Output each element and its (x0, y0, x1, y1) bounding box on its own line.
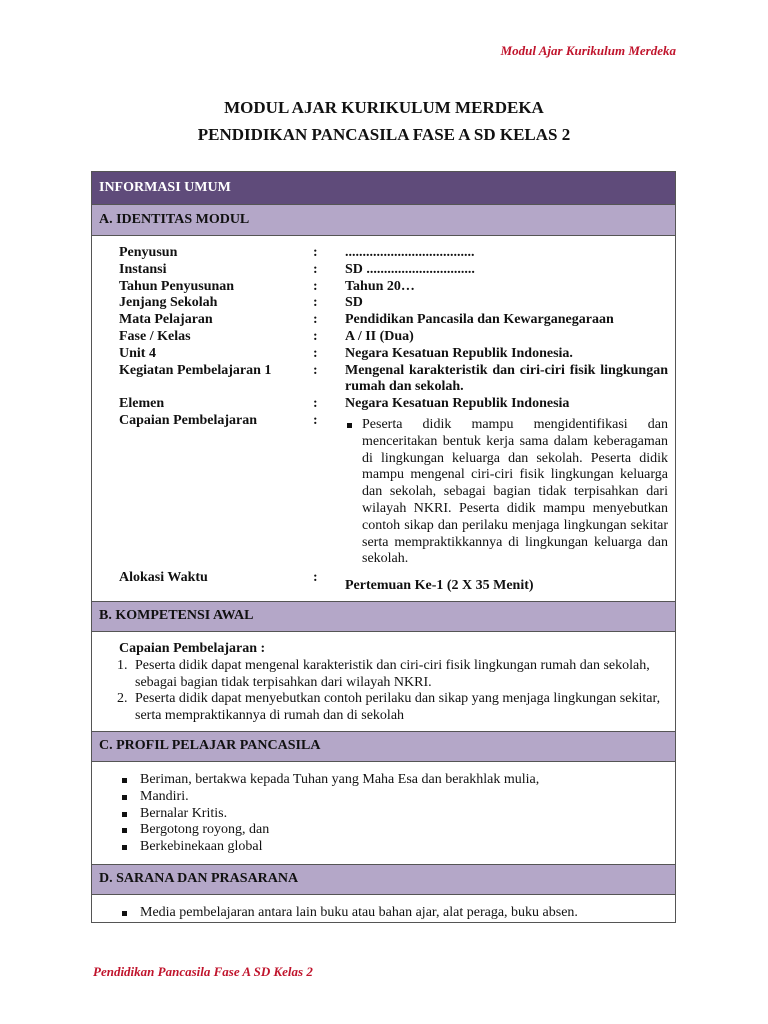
identitas-row (119, 279, 668, 296)
capaian-text: Peserta didik mampu mengidentifikasi dan menceritakan bentuk kerja sama dalam keberagaman di lingkungan keluarga dan sekolah. Peserta didik mampu mengenal ciri-ciri fisik lingkungan keluarga dan sekolah, sebagai bagian tidak terpisahkan dari wilayah NKRI. Peserta didik mampu menyebutkan contoh sikap dan perilaku menjaga lingkungan sekitar serta mempraktikkannya di lingkungan keluarga dan sekolah. (362, 416, 668, 567)
colon: : (313, 312, 318, 328)
colon: : (313, 396, 318, 412)
identitas-header: A. IDENTITAS MODUL (92, 205, 675, 236)
bullet-icon (122, 789, 140, 806)
capaian-key: Capaian Pembelajaran (119, 412, 258, 428)
profil-header: C. PROFIL PELAJAR PANCASILA (92, 731, 675, 762)
bullet-icon (122, 772, 140, 789)
colon: : (313, 362, 318, 378)
sarana-header: D. SARANA DAN PRASARANA (92, 864, 675, 895)
bullet-icon (122, 806, 140, 823)
bullet-icon (347, 423, 352, 428)
list-item (117, 691, 668, 725)
item-text: Peserta didik dapat menyebutkan contoh perilaku dan sikap yang menjaga lingkungan sekitar, serta mempraktikannya di rumah dan di sekolah (135, 691, 661, 724)
identitas-key: Jenjang Sekolah (119, 295, 218, 311)
bullet-icon (122, 905, 140, 922)
colon: : (313, 412, 318, 428)
capaian-value (345, 417, 668, 568)
item-text: Beriman, bertakwa kepada Tuhan yang Maha Esa dan berakhlak mulia, (140, 771, 540, 787)
title-line-1: MODUL AJAR KURIKULUM MERDEKA (224, 98, 544, 117)
identitas-key: Penyusun (119, 245, 178, 260)
list-item (122, 905, 668, 922)
identitas-key: Elemen (119, 396, 165, 412)
running-header: Modul Ajar Kurikulum Merdeka (500, 43, 676, 58)
identitas-value: Mengenal karakteristik dan ciri-ciri fisik lingkungan rumah dan sekolah. (345, 362, 668, 395)
identitas-value: A / II (Dua) (345, 328, 414, 344)
item-text: Peserta didik dapat mengenal karakteristik dan ciri-ciri fisik lingkungan rumah dan sekolah, sebagai bagian tidak terpisahkan dari wilayah NKRI. (135, 657, 650, 690)
item-text: Bernalar Kritis. (140, 805, 228, 821)
identitas-key: Unit 4 (119, 345, 156, 361)
identitas-value: SD ............................... (345, 261, 475, 277)
list-item (122, 772, 668, 789)
kompetensi-list (119, 658, 668, 725)
item-text: Berkebinekaan global (140, 839, 263, 855)
alokasi-row (119, 570, 668, 595)
identitas-value: Negara Kesatuan Republik Indonesia (345, 396, 570, 412)
identitas-row (119, 262, 668, 279)
colon: : (313, 245, 318, 260)
list-item (122, 806, 668, 823)
colon: : (313, 278, 318, 294)
list-item (122, 822, 668, 839)
identitas-value: Pendidikan Pancasila dan Kewarganegaraan (345, 312, 614, 328)
running-footer: Pendidikan Pancasila Fase A SD Kelas 2 (93, 964, 313, 979)
item-number: 1. (117, 657, 128, 673)
bullet-icon (122, 839, 140, 856)
colon: : (313, 570, 318, 586)
sarana-list (92, 895, 675, 922)
document-title (0, 94, 768, 148)
identitas-key: Instansi (119, 261, 167, 277)
identitas-row (119, 245, 668, 262)
identitas-row (119, 312, 668, 329)
colon: : (313, 328, 318, 344)
identitas-key: Kegiatan Pembelajaran 1 (119, 362, 272, 378)
colon: : (313, 295, 318, 311)
kompetensi-cp-title: Capaian Pembelajaran : (119, 640, 266, 656)
identitas-row (119, 295, 668, 312)
list-item (122, 839, 668, 856)
list-item (117, 658, 668, 692)
identitas-value: ..................................... (345, 245, 475, 260)
alokasi-value: Pertemuan Ke-1 (2 X 35 Menit) (345, 578, 534, 594)
identitas-row (119, 329, 668, 346)
title-line-2: PENDIDIKAN PANCASILA FASE A SD KELAS 2 (197, 125, 571, 144)
identitas-value: Negara Kesatuan Republik Indonesia. (345, 345, 573, 361)
profil-list (92, 762, 675, 864)
capaian-row (119, 413, 668, 568)
identitas-row (119, 396, 668, 413)
identitas-rows (119, 245, 668, 413)
colon: : (313, 261, 318, 277)
item-text: Mandiri. (140, 788, 189, 804)
item-text: Bergotong royong, dan (140, 822, 270, 838)
identitas-key: Mata Pelajaran (119, 312, 213, 328)
identitas-row (119, 346, 668, 363)
alokasi-key: Alokasi Waktu (119, 570, 208, 586)
identitas-row (119, 363, 668, 397)
item-number: 2. (117, 691, 128, 707)
identitas-value: SD (345, 295, 363, 311)
identitas-key: Fase / Kelas (119, 328, 191, 344)
identitas-section (92, 236, 675, 601)
item-text: Media pembelajaran antara lain buku atau bahan ajar, alat peraga, buku absen. (140, 904, 578, 920)
kompetensi-header: B. KOMPETENSI AWAL (92, 601, 675, 632)
alokasi-value-wrap (345, 570, 668, 595)
identitas-key: Tahun Penyusunan (119, 278, 235, 294)
module-info-table (91, 171, 676, 923)
info-umum-header: INFORMASI UMUM (92, 172, 675, 205)
colon: : (313, 345, 318, 361)
identitas-value: Tahun 20… (345, 278, 415, 294)
kompetensi-section (92, 632, 675, 731)
list-item (122, 789, 668, 806)
bullet-icon (122, 822, 140, 839)
